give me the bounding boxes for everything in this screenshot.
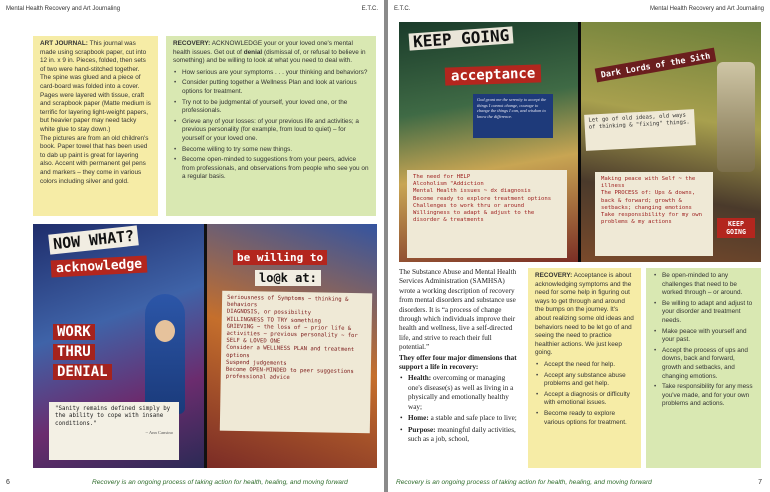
samhsa-list — [399, 374, 521, 444]
list-item: • Make peace with yourself and your past. — [653, 328, 754, 345]
definition: a stable and safe place to live; — [428, 414, 517, 423]
acceptance-label: acceptance — [445, 64, 542, 85]
thru-label: THRU — [53, 344, 95, 360]
list-item: Become ready to explore treatment options — [413, 195, 552, 202]
art-journal-text-2: The pictures are from an old children's book. Paper towel that has been used to dab up paint is great for layering also. Accent with permanent gel pens and markers – they come in various colors including silver and gold. — [40, 134, 149, 185]
list-item — [399, 374, 521, 412]
list-item: The PROCESS of: Ups & downs, back & forward; growth & setbacks; changing emotions — [601, 190, 696, 211]
guidance-box — [646, 268, 761, 468]
list-item: • Accept any substance abuse problems and get help. — [535, 372, 634, 389]
recovery-text-b: (dismissal of, or refusal to believe in something) and be willing to look at what you need to deal with. — [173, 48, 366, 65]
term: Home: — [408, 414, 429, 423]
footer-left: Recovery is an ongoing process of taking action for health, healing, and moving forward — [92, 479, 348, 486]
left-header-title: Mental Health Recovery and Art Journaling — [6, 6, 121, 12]
list-item: • Take responsibility for any mess you've made, and for your own problems and actions. — [653, 383, 754, 409]
recovery-box-right — [528, 268, 641, 468]
dark-lords-label: Dark Lords of the Sith — [595, 48, 717, 83]
work-label: WORK — [53, 324, 95, 340]
list-item: • Become willing to try some new things. — [173, 146, 369, 155]
list-item: Consider a WELLNESS PLAN and treatment options — [226, 345, 355, 359]
samhsa-intro: The Substance Abuse and Mental Health Services Administration (SAMHSA) wrote a working description of recovery from mental disorders and substance use disorders. It is “a process of change through which individuals improve their health and wellness, live a self-directed life, and strive to reach their full potential.” — [399, 268, 517, 352]
now-what-label: NOW WHAT? — [48, 225, 139, 254]
left-page — [0, 0, 384, 492]
acceptance-collage — [399, 22, 761, 262]
art-journal-lead: ART JOURNAL: — [40, 40, 88, 47]
art-journal-text: This journal was made using scrapbook paper, cut into 12 in. x 9 in. Pieces, folded, then sets of two were hand-stitched together. The spine was glued and a piece of card-board was folded into a cover. Pages were layered with tissue, craft and scrapbook paper (Matte medium is terrific for layering light-weight papers, but heavier paper may need tacky white glue to stay down.) — [40, 40, 151, 133]
keep-going-label: KEEP GOING — [409, 26, 514, 50]
recovery-box-left — [166, 36, 376, 216]
list-item: • How serious are your symptoms . . . your thinking and behaviors? — [173, 69, 369, 78]
list-item: GRIEVING ~ the loss of ~ prior life & activities ~ previous personality ~ for SELF & LOVED ONE — [226, 323, 358, 345]
recovery-bullets-left — [173, 69, 369, 182]
page-number-left: 6 — [6, 479, 10, 486]
look-at-label: lo@k at: — [255, 270, 321, 286]
right-list-paper — [595, 172, 713, 256]
right-header-etc: E.T.C. — [394, 6, 411, 12]
collage-left-list — [413, 174, 561, 224]
quote-text: "Sanity remains defined simply by the ability to cope with insane conditions." — [55, 406, 171, 427]
samhsa-text — [399, 268, 521, 468]
list-item: • Grieve any of your losses: of your previous life and activities; a previous personality (for example, from loud to quiet) – for yourself or your loved one. — [173, 118, 369, 144]
collage-spine — [204, 224, 207, 468]
acknowledge-collage — [33, 224, 377, 468]
collage-spine — [578, 22, 581, 262]
right-page — [388, 0, 770, 492]
list-item: Mental Health issues ~ dx diagnosis — [413, 188, 531, 195]
term: Health: — [408, 374, 432, 383]
list-item: • Become ready to explore various options for treatment. — [535, 410, 634, 427]
list-item: DIAGNOSIS, or possibility — [226, 309, 312, 317]
art-journal-box — [33, 36, 158, 216]
right-header-title: Mental Health Recovery and Art Journaling — [649, 6, 764, 12]
list-item: • Become open-minded to suggestions from your peers, advice from professionals, and observations from people who see you on a regular basis. — [173, 156, 369, 182]
list-item: Take responsibility for my own problems & my actions — [601, 212, 703, 226]
list-item: The need for HELP — [413, 174, 471, 180]
list-item: WILLINGNESS TO TRY something — [226, 316, 322, 325]
list-item: Suspend judgements — [225, 359, 287, 367]
figure-illustration — [145, 294, 185, 414]
collage-right-list — [601, 176, 707, 226]
collage-list-paper — [220, 291, 372, 434]
recovery-text-a: ACKNOWLEDGE your or your loved one's mental health issues. Get out of — [173, 40, 353, 56]
recovery-lead-right: RECOVERY: — [535, 272, 573, 279]
footer-right: Recovery is an ongoing process of taking action for health, healing, and moving forward — [396, 479, 652, 486]
list-item: • Accept the need for help. — [535, 361, 634, 370]
list-item — [399, 426, 521, 445]
list-item: • Try not to be judgmental of yourself, your loved one, or the professionals. — [173, 99, 369, 116]
serenity-prayer: God grant me the serenity to accept the things I cannot change, courage to change the things I can, and wisdom to know the difference. — [473, 94, 553, 138]
recovery-bullets-right — [535, 361, 634, 427]
definition: meaningful daily activities, such as a job, school, — [408, 425, 516, 443]
list-item — [399, 414, 521, 423]
guidance-bullets — [653, 272, 754, 409]
denial-word: denial — [243, 48, 263, 56]
list-item: • Accept a diagnosis or difficulty with emotional issues. — [535, 391, 634, 408]
list-item: Challenges to work thru or around — [413, 202, 525, 209]
collage-list — [226, 295, 367, 384]
quote-card — [49, 402, 179, 460]
list-item: Become OPEN-MINDED to peer suggestions professional advice — [225, 366, 354, 382]
recovery-text-right: Acceptance is about acknowledging symptoms and the need for some help in figuring out ways to get through and around the bumps on the journey. It's about realizing some old ideas and behaviors need to be let go of and seeing the need to practice healthier actions. We just keep going. — [535, 272, 634, 357]
be-willing-label: be willing to — [233, 250, 327, 265]
figure-face — [155, 320, 175, 342]
list-item: Alcoholism "Addiction — [413, 181, 484, 188]
page-number-right: 7 — [758, 479, 762, 486]
list-item: • Be willing to adapt and adjust to your disorder and treatment needs. — [653, 300, 754, 326]
recovery-lead-left: RECOVERY: — [173, 40, 211, 47]
left-list-paper — [407, 170, 567, 258]
quote-author: ~ Ann Cansino — [145, 430, 173, 436]
denial-label: DENIAL — [53, 364, 112, 380]
list-item: Seriousness of Symptoms ~ thinking & behaviors — [226, 294, 349, 309]
list-item: • Consider putting together a Wellness Plan and look at various options for treatment. — [173, 79, 369, 96]
acknowledge-label: acknowledge — [51, 255, 148, 277]
list-item: Making peace with Self ~ the illness — [601, 176, 696, 190]
term: Purpose: — [408, 425, 436, 434]
definition: overcoming or managing one's disease(s) as well as living in a physically and emotionally healthy way; — [408, 374, 514, 411]
list-item: Willingness to adapt & adjust to the disorder & treatments — [413, 210, 535, 224]
left-header-etc: E.T.C. — [361, 6, 378, 12]
portrait-illustration — [717, 62, 755, 172]
let-go-note: Let go of old ideas, old ways of thinking & "fixing" things. — [584, 109, 696, 151]
list-item: • Be open-minded to any challenges that need to be worked through – or around. — [653, 272, 754, 298]
keep-going-small-label: KEEP GOING — [717, 218, 755, 238]
samhsa-bold: They offer four major dimensions that support a life in recovery: — [399, 353, 517, 372]
list-item: • Accept the process of ups and downs, back and forward, growth and setbacks, and changing emotions. — [653, 347, 754, 381]
